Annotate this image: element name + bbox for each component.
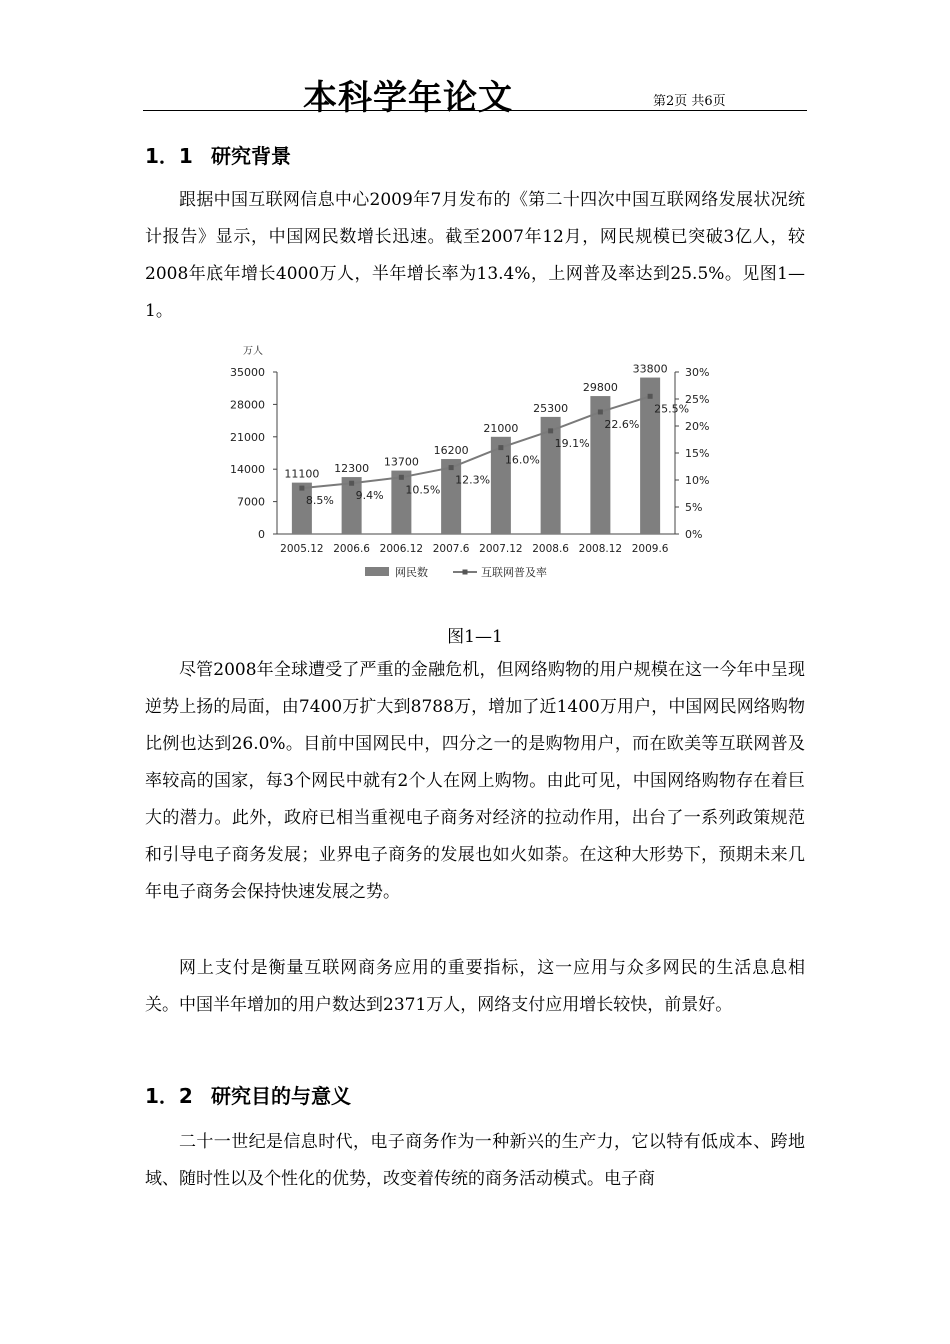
line-value-label: 9.4% (355, 489, 384, 503)
line-point (399, 475, 404, 480)
line-point (598, 409, 603, 414)
line-value-label: 25.5% (654, 402, 690, 416)
section-heading-1-1 (145, 140, 291, 169)
line-value-label: 8.5% (305, 494, 334, 508)
x-tick-label: 2005.12 (280, 543, 324, 555)
thesis-title: 本科学年论文 (303, 78, 513, 118)
legend-bar-swatch (365, 567, 389, 576)
y2-tick-label: 20% (685, 420, 710, 433)
bar-value-label: 11100 (284, 467, 320, 481)
bar-value-label: 33800 (632, 362, 668, 376)
line-point (498, 445, 503, 450)
page-number: 第2页 共6页 (653, 94, 726, 109)
paragraph: 跟据中国互联网信息中心2009年7月发布的《第二十四次中国互联网络发展状况统计报告》显示，中国网民数增长迅速。截至2007年12月，网民规模已突破3亿人，较2008年底年增长4000万人，半年增长率为13.4%，上网普及率达到25.5%。见图1—1。 (145, 190, 805, 321)
bar-value-label: 16200 (433, 444, 469, 458)
y2-tick-label: 5% (685, 501, 703, 514)
x-tick-label: 2007.6 (432, 543, 470, 555)
page-header (143, 64, 807, 118)
x-tick-label: 2006.12 (379, 543, 424, 555)
bar-value-label: 25300 (533, 401, 569, 415)
section-heading-1-2 (145, 1080, 351, 1109)
x-tick-label: 2009.6 (631, 543, 669, 555)
line-value-label: 22.6% (604, 417, 640, 431)
legend-bar-label: 网民数 (395, 566, 428, 579)
line-point (449, 465, 454, 470)
bar (590, 396, 610, 534)
bar-value-label: 21000 (483, 421, 519, 435)
line-value-label: 19.1% (554, 436, 590, 450)
y2-tick-label: 0% (685, 528, 703, 541)
section-number: 1．2 (145, 1084, 193, 1108)
section-title: 研究背景 (211, 144, 291, 168)
bar (441, 459, 461, 534)
y2-tick-label: 15% (685, 447, 710, 460)
line-value-label: 10.5% (405, 483, 441, 497)
y-axis-label: 万人 (243, 346, 263, 357)
bar (541, 417, 561, 534)
bar-value-label: 12300 (334, 462, 370, 476)
bar (640, 378, 660, 534)
line-point (648, 394, 653, 399)
y-tick-label: 14000 (230, 463, 265, 477)
line-point (349, 481, 354, 486)
chart-svg (225, 340, 710, 590)
bar (391, 471, 411, 534)
x-tick-label: 2008.12 (578, 543, 623, 555)
legend-line-label: 互联网普及率 (481, 566, 547, 579)
bar-value-label: 13700 (383, 455, 419, 469)
internet-users-chart (225, 340, 710, 590)
y-tick-label: 28000 (230, 398, 265, 412)
y2-tick-label: 25% (685, 393, 710, 406)
section-number: 1．1 (145, 144, 193, 168)
y2-tick-label: 30% (685, 366, 710, 379)
y-tick-label: 35000 (230, 366, 265, 379)
line-value-label: 12.3% (455, 473, 491, 487)
figure-caption: 图1—1 (447, 627, 503, 647)
x-tick-label: 2007.12 (479, 543, 523, 555)
paragraph: 网上支付是衡量互联网商务应用的重要指标，这一应用与众多网民的生活息息相关。中国半年增加的用户数达到2371万人，网络支付应用增长较快，前景好。 (145, 958, 805, 1015)
x-tick-label: 2006.6 (333, 543, 370, 555)
y-tick-label: 7000 (237, 495, 265, 509)
legend-line-marker (463, 570, 468, 575)
line-value-label: 16.0% (504, 453, 540, 467)
line-point (299, 486, 304, 491)
line-point (548, 428, 553, 433)
y-tick-label: 0 (258, 528, 265, 541)
paragraph: 尽管2008年全球遭受了严重的金融危机，但网络购物的用户规模在这一今年中呈现逆势上扬的局面，由7400万扩大到8788万，增加了近1400万用户，中国网民网络购物比例也达到26.0%。目前中国网民中，四分之一的是购物用户，而在欧美等互联网普及率较高的国家，每3个网民中就有2个人在网上购物。由此可见，中国网络购物存在着巨大的潜力。此外，政府已相当重视电子商务对经济的拉动作用，出台了一系列政策规范和引导电子商务发展；业界电子商务的发展也如火如荼。在这种大形势下，预期未来几年电子商务会保持快速发展之势。 (145, 660, 805, 902)
y2-tick-label: 10% (685, 474, 710, 487)
y-tick-label: 21000 (230, 430, 265, 444)
section-title: 研究目的与意义 (211, 1084, 351, 1108)
paragraph: 二十一世纪是信息时代，电子商务作为一种新兴的生产力，它以特有低成本、跨地域、随时性以及个性化的优势，改变着传统的商务活动模式。电子商 (145, 1132, 805, 1189)
x-tick-label: 2008.6 (532, 543, 569, 555)
bar-value-label: 29800 (582, 381, 618, 395)
